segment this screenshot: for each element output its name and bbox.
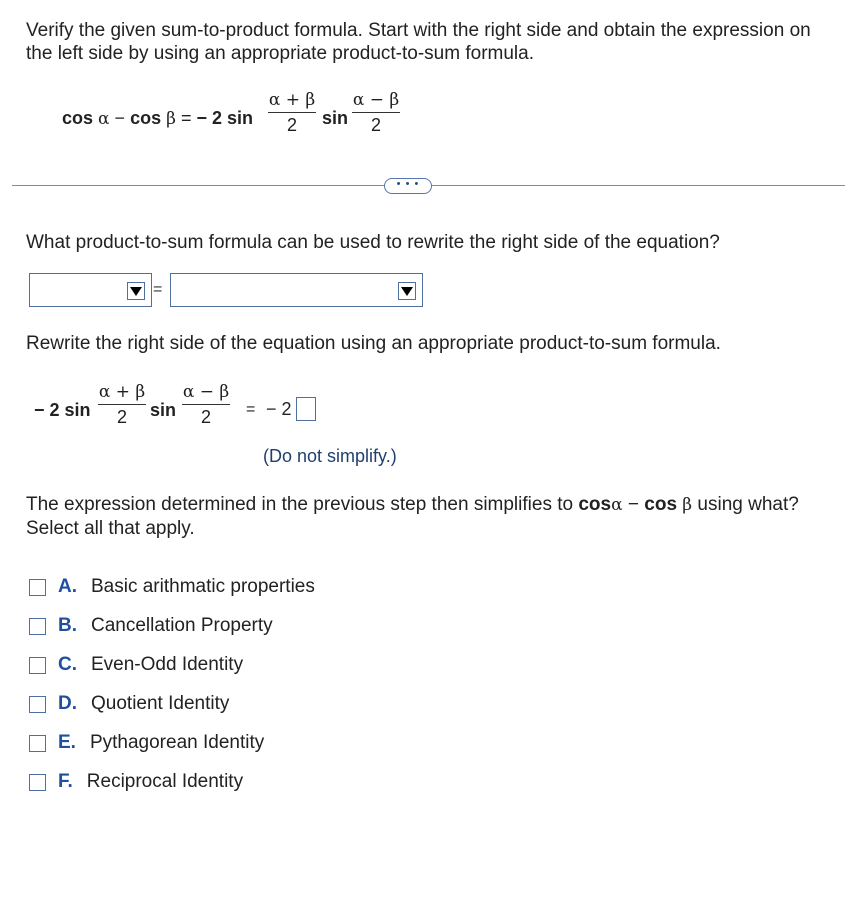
- sin-label: sin: [322, 108, 349, 128]
- formula-right-dropdown[interactable]: [170, 273, 423, 307]
- choice-letter: B.: [58, 615, 77, 636]
- fraction-denominator: 2: [116, 407, 127, 427]
- beta-symbol: β: [682, 495, 693, 515]
- coef-sin-label: − 2 sin: [196, 108, 254, 128]
- choice-letter: F.: [58, 771, 73, 792]
- fraction-bar: [182, 404, 230, 405]
- choice-letter: C.: [58, 654, 77, 675]
- given-formula-lhs: [62, 108, 253, 129]
- choice-text: Pythagorean Identity: [89, 732, 265, 753]
- fraction-bar: [98, 404, 146, 405]
- choice-text: Cancellation Property: [91, 615, 273, 636]
- formula-left-dropdown[interactable]: [29, 273, 152, 307]
- choice-b[interactable]: [29, 613, 273, 639]
- question-3-part1: The expression determined in the previous step then simplifies to: [26, 494, 574, 515]
- question-2-text: Rewrite the right side of the equation using an appropriate product-to-sum formula.: [26, 333, 721, 354]
- dropdown-equals-sign: =: [153, 281, 163, 298]
- choice-text: Reciprocal Identity: [86, 771, 244, 792]
- given-fraction-sum: [268, 90, 316, 135]
- question-3-text: [26, 493, 841, 540]
- answer-input-box[interactable]: [296, 397, 316, 421]
- question-1-text: What product-to-sum formula can be used to rewrite the right side of the equation?: [26, 232, 720, 253]
- do-not-simplify-note: (Do not simplify.): [263, 446, 397, 466]
- chevron-down-icon: [398, 282, 416, 300]
- choice-letter: A.: [58, 576, 77, 597]
- checkbox[interactable]: [29, 696, 46, 713]
- choice-e[interactable]: [29, 730, 264, 756]
- question-3-cos-beta: cos: [644, 494, 678, 515]
- fraction-numerator: α − β: [352, 90, 400, 110]
- given-fraction-diff: [352, 90, 400, 135]
- checkbox[interactable]: [29, 579, 46, 596]
- cos-beta-label: cos: [130, 108, 162, 128]
- beta-symbol: β: [166, 109, 176, 129]
- fraction-denominator: 2: [370, 115, 381, 135]
- question-3-part3: Select all that apply.: [26, 518, 195, 539]
- alpha-symbol: α: [611, 495, 623, 515]
- choice-text: Even-Odd Identity: [91, 654, 244, 675]
- cos-alpha-label: cos: [62, 108, 94, 128]
- choice-a[interactable]: [29, 574, 315, 600]
- step-equals-sign: =: [246, 401, 256, 418]
- question-3-cos-alpha: cos: [578, 494, 612, 515]
- checkbox[interactable]: [29, 657, 46, 674]
- fraction-numerator: α + β: [98, 382, 146, 402]
- instructions-text: Verify the given sum-to-product formula. Start with the right side and obtain the expression on the left side by using an appropriate product-to-sum formula.: [26, 20, 811, 64]
- equals-sign: =: [180, 108, 192, 128]
- fraction-numerator: α − β: [182, 382, 230, 402]
- step-rhs-coef: − 2: [266, 399, 292, 419]
- alpha-symbol: α: [98, 109, 110, 129]
- checkbox[interactable]: [29, 735, 46, 752]
- choice-d[interactable]: [29, 691, 229, 717]
- question-3-part2: using what?: [697, 494, 799, 515]
- fraction-denominator: 2: [200, 407, 211, 427]
- choice-letter: D.: [58, 693, 77, 714]
- choice-letter: E.: [58, 732, 76, 753]
- step-sin-label: sin: [150, 400, 177, 420]
- step-coef-sin-label: − 2 sin: [34, 400, 91, 420]
- fraction-bar: [268, 112, 316, 113]
- checkbox[interactable]: [29, 774, 46, 791]
- question-3-minus: −: [627, 494, 639, 515]
- choice-f[interactable]: [29, 769, 243, 795]
- step-fraction-sum: [98, 382, 146, 427]
- fraction-numerator: α + β: [268, 90, 316, 110]
- minus-sign: −: [114, 108, 126, 128]
- fraction-bar: [352, 112, 400, 113]
- choice-text: Basic arithmatic properties: [91, 576, 315, 597]
- chevron-down-icon: [127, 282, 145, 300]
- step-fraction-diff: [182, 382, 230, 427]
- choice-c[interactable]: [29, 652, 243, 678]
- more-button[interactable]: • • •: [384, 178, 432, 194]
- choice-text: Quotient Identity: [91, 693, 230, 714]
- fraction-denominator: 2: [286, 115, 297, 135]
- checkbox[interactable]: [29, 618, 46, 635]
